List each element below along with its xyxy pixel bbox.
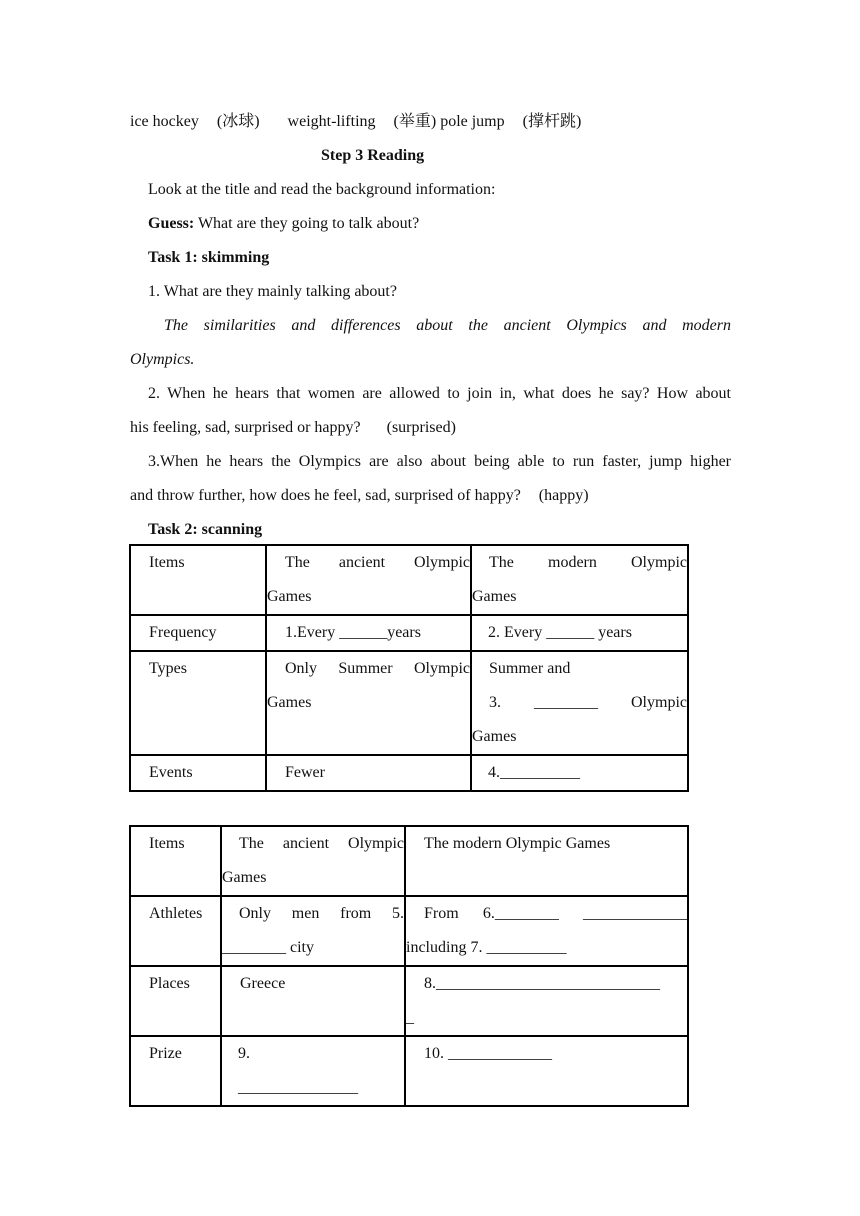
table-cell [405,1036,688,1106]
table-row [130,1036,688,1106]
table-row [130,615,688,651]
places-modern-line2: _ [406,1009,414,1026]
row-label-events: Events [149,764,193,781]
table-row [130,896,688,966]
task2-title: Task 2: scanning [148,521,263,538]
vocab-cn-weight-lifting: (举重) [393,113,437,130]
task1-answer-1-line1: The similarities and differences about the ancient Olympics and modern [164,317,731,334]
task1-answer-1-line2: Olympics. [130,351,195,368]
prize-ancient-line1: 9. [238,1045,250,1062]
events-modern: 4.__________ [488,764,580,781]
task1-answer-3: (happy) [538,487,589,504]
vocab-cn-pole-jump: (撑杆跳) [522,113,582,130]
table-cell [221,896,405,966]
table-cell [471,545,688,615]
section-heading: Step 3 Reading [321,147,425,164]
intro-text: Look at the title and read the background information: [148,181,496,198]
table-row [130,651,688,755]
vocab-word-weight-lifting: weight-lifting [287,113,376,130]
table-cell [471,615,688,651]
table-cell [130,826,221,896]
table-cell [130,545,266,615]
task1-question-3-text: and throw further, how does he feel, sad, surprised of happy? [130,487,521,504]
table-cell [221,826,405,896]
row-label-types: Types [149,660,187,677]
scanning-table-1 [129,544,689,792]
table-cell [130,966,221,1036]
guess-line [148,214,419,234]
events-ancient: Fewer [285,764,325,781]
row-label-frequency: Frequency [149,624,217,641]
task1-question-2-text: his feeling, sad, surprised or happy? [130,419,361,436]
types-modern-line1: Summer and [489,660,571,677]
table-cell [130,755,266,791]
task1-question-2-line1: 2. When he hears that women are allowed to join in, what does he say? How about [148,385,731,402]
table-cell [130,615,266,651]
athletes-ancient-line2: ________ city [222,939,314,956]
guess-text: What are they going to talk about? [194,215,420,232]
row-label-athletes: Athletes [149,905,203,922]
task1-title: Task 1: skimming [148,249,270,266]
table-cell [266,545,471,615]
types-ancient-line1: Only Summer Olympic [285,660,470,677]
places-modern-line1: 8.____________________________ [424,975,660,992]
table-cell [405,826,688,896]
table-cell [266,615,471,651]
header-modern-line1: The modern Olympic [489,554,687,571]
guess-label: Guess: [148,215,195,232]
task1-question-1: 1. What are they mainly talking about? [148,283,397,300]
table-row [130,966,688,1036]
athletes-ancient-line1: Only men from 5. [239,905,404,922]
table-cell [221,1036,405,1106]
types-ancient-line2: Games [267,694,312,711]
table-row [130,545,688,615]
task1-question-3-line1: 3.When he hears the Olympics are also about being able to run faster, jump higher [148,453,731,470]
header-modern: The modern Olympic Games [424,835,611,852]
vocab-line [130,112,581,132]
table-cell [130,651,266,755]
task1-answer-2: (surprised) [386,419,456,436]
vocab-word-pole-jump: pole jump [440,113,505,130]
table-cell [130,896,221,966]
table-cell [266,755,471,791]
header-items: Items [149,835,185,852]
vocab-cn-ice-hockey: (冰球) [216,113,260,130]
places-ancient: Greece [240,975,286,992]
prize-modern: 10. _____________ [424,1045,552,1062]
types-modern-line2: 3. ________ Olympic [489,694,687,711]
header-ancient-line1: The ancient Olympic [285,554,470,571]
header-ancient-line2: Games [222,869,267,886]
task1-question-3-line2 [130,486,589,506]
row-label-places: Places [149,975,190,992]
task1-question-2-line2 [130,418,456,438]
athletes-modern-line1: From 6.________ _____________ [424,905,687,922]
prize-ancient-line2: _______________ [238,1079,358,1096]
table-cell [221,966,405,1036]
table-cell [130,1036,221,1106]
frequency-modern: 2. Every ______ years [488,624,632,641]
header-ancient-line1: The ancient Olympic [239,835,404,852]
table-cell [471,651,688,755]
header-items: Items [149,554,185,571]
vocab-word-ice-hockey: ice hockey [130,113,199,130]
header-modern-line2: Games [472,588,517,605]
scanning-table-2 [129,825,689,1107]
frequency-ancient: 1.Every ______years [285,624,421,641]
table-row [130,826,688,896]
athletes-modern-line2: including 7. __________ [406,939,567,956]
row-label-prize: Prize [149,1045,182,1062]
table-cell [266,651,471,755]
header-ancient-line2: Games [267,588,312,605]
table-cell [471,755,688,791]
table-cell [405,966,688,1036]
table-row [130,755,688,791]
table-cell [405,896,688,966]
types-modern-line3: Games [472,728,517,745]
